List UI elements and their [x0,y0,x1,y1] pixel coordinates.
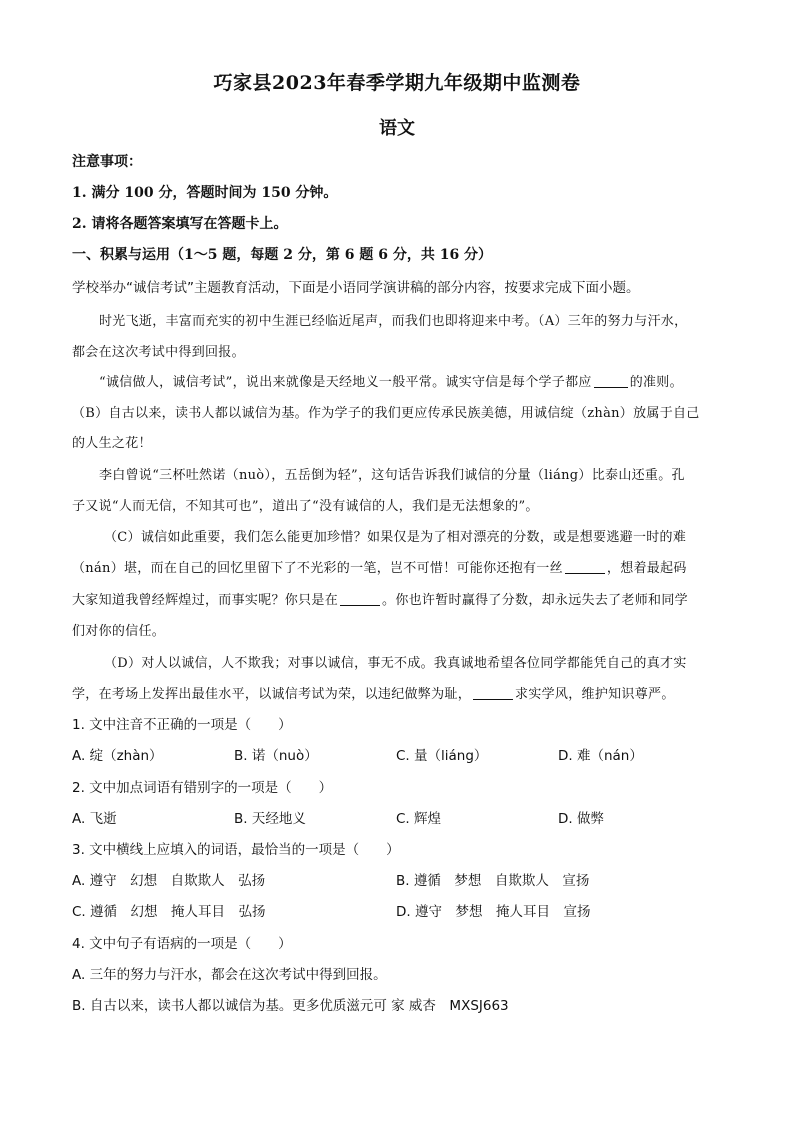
q1-option-c: C. 量（liáng） [396,748,488,764]
passage-text: 学，在考场上发挥出最佳水平，以诚信考试为荣，以违纪做弊为耻， [72,687,472,702]
passage-line: （B）自古以来，读书人都以诚信为基。作为学子的我们更应传承民族美德，用诚信绽（zhàn）放属于自己 [72,406,700,421]
fill-blank [565,559,605,574]
question-1-stem: 1. 文中注音不正确的一项是（ ） [72,717,292,733]
q2-option-a: A. 飞逝 [72,811,117,827]
q2-option-d: D. 做弊 [558,811,604,827]
passage-line [99,371,734,390]
fill-blank [473,685,513,700]
passage-line [72,557,734,576]
fill-blank [340,591,380,606]
q4-option-b: B. 自古以来，读书人都以诚信为基。更多优质滋元可 家 威杏 MXSJ663 [72,998,509,1014]
fill-blank [594,373,628,388]
passage-text: （nán）堪，而在自己的回忆里留下了不光彩的一笔，岂不可惜！可能你还抱有一丝 [72,561,563,576]
exam-title: 巧家县2023年春季学期九年级期中监测卷 [213,72,581,94]
passage-text: “诚信做人，诚信考试”，说出来就像是天经地义一般平常。诚实守信是每个学子都应 [99,375,592,390]
section-intro: 学校举办“诚信考试”主题教育活动，下面是小语同学演讲稿的部分内容，按要求完成下面小题。 [72,280,640,296]
passage-text: ，想着最起码 [606,561,687,576]
passage-line: （D）对人以诚信，人不欺我；对事以诚信，事无不成。我真诚地希望各位同学都能凭自己的真才实 [104,656,687,671]
passage-line: 李白曾说“三杯吐然诺（nuò），五岳倒为轻”，这句话告诉我们诚信的分量（liáng）比泰山还重。孔 [99,468,685,483]
notes-heading: 注意事项： [72,154,142,170]
passage-line: 时光飞逝，丰富而充实的初中生涯已经临近尾声，而我们也即将迎来中考。（A）三年的努力与汗水， [99,314,688,329]
passage-line: （C）诚信如此重要，我们怎么能更加珍惜？如果仅是为了相对漂亮的分数，或是想要逃避一时的难 [104,530,687,545]
passage-line [72,589,734,608]
question-4-stem: 4. 文中句子有语病的一项是（ ） [72,936,292,952]
note-item-2: 2. 请将各题答案填写在答题卡上。 [72,216,288,232]
q4-option-a: A. 三年的努力与汗水，都会在这次考试中得到回报。 [72,967,387,983]
q3-option-d: D. 遵守 梦想 掩人耳目 宣扬 [396,904,591,920]
note-item-1: 1. 满分 100 分，答题时间为 150 分钟。 [72,185,338,201]
passage-line: 都会在这次考试中得到回报。 [72,345,245,360]
q3-option-c: C. 遵循 幻想 掩人耳目 弘扬 [72,904,266,920]
passage-line: 的人生之花！ [72,436,152,451]
passage-line: 们对你的信任。 [72,624,166,639]
passage-line: 子又说“人而无信，不知其可也”，道出了“没有诚信的人，我们是无法想象的”。 [72,499,539,514]
q1-option-a: A. 绽（zhàn） [72,748,163,764]
q2-option-b: B. 天经地义 [234,811,306,827]
passage-text: 的准则。 [629,375,683,390]
question-2-stem: 2. 文中加点词语有错别字的一项是（ ） [72,780,333,796]
passage-line [72,683,734,702]
q2-option-c: C. 辉煌 [396,811,442,827]
passage-text: 求实学风，维护知识尊严。 [515,687,675,702]
passage-text: 。你也许暂时赢得了分数，却永远失去了老师和同学 [382,593,688,608]
q1-option-d: D. 难（nán） [558,748,643,764]
q3-option-b: B. 遵循 梦想 自欺欺人 宣扬 [396,873,590,889]
question-3-stem: 3. 文中横线上应填入的词语，最恰当的一项是（ ） [72,842,400,858]
passage-text: 大家知道我曾经辉煌过，而事实呢？你只是在 [72,593,339,608]
subject-title: 语文 [379,118,415,139]
q1-option-b: B. 诺（nuò） [234,748,318,764]
q3-option-a: A. 遵守 幻想 自欺欺人 弘扬 [72,873,266,889]
section-heading: 一、积累与运用（1～5 题，每题 2 分，第 6 题 6 分，共 16 分） [72,247,493,263]
